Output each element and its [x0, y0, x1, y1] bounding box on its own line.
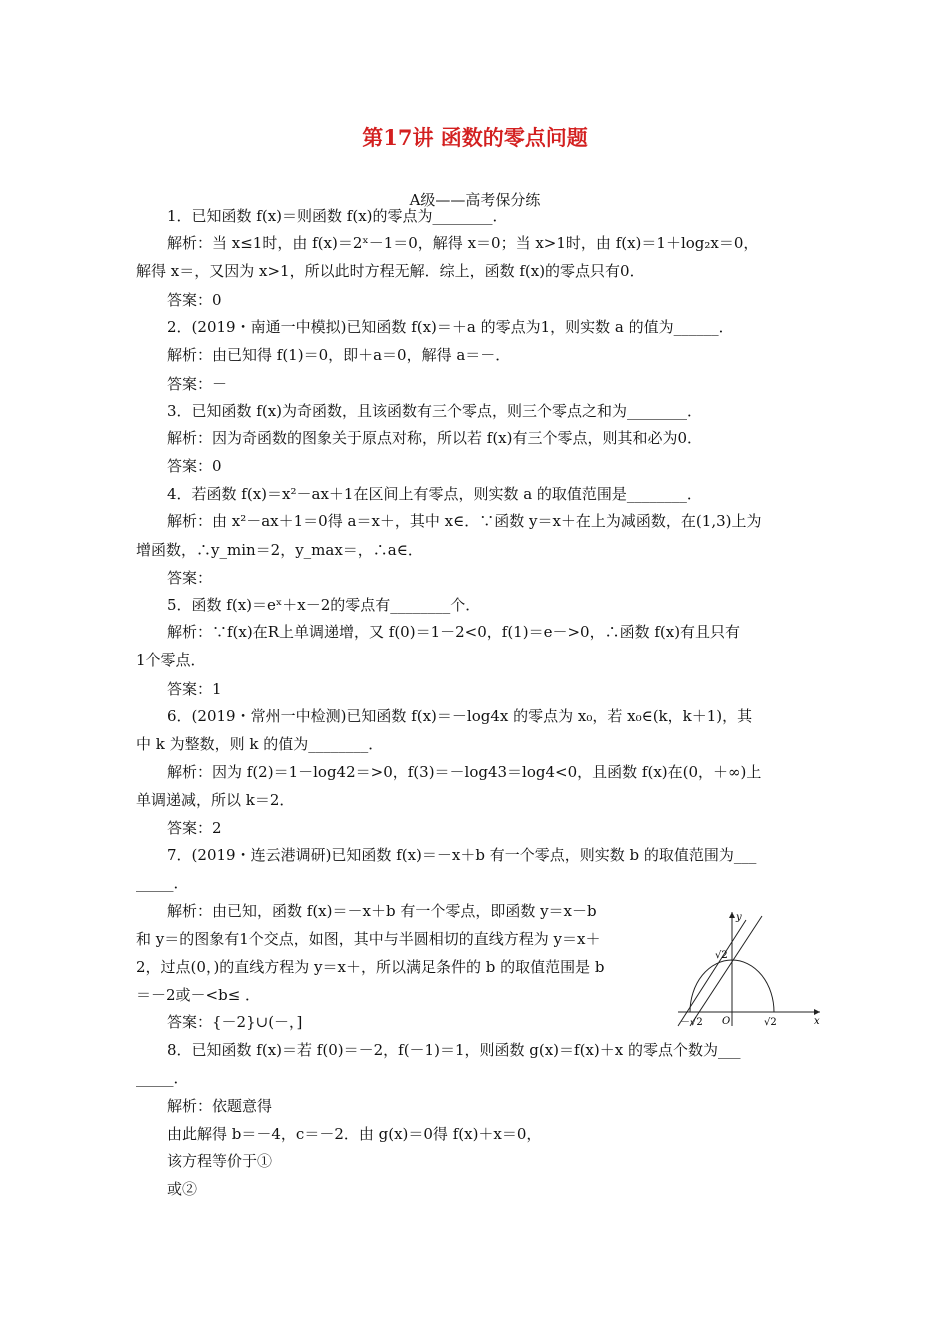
line-through-point [690, 916, 762, 1026]
x-axis-label: x [814, 1016, 820, 1027]
text-line: 8．已知函数 f(x)＝若 f(0)＝－2，f(－1)＝1，则函数 g(x)＝f(x)＋x 的零点个数为___ [167, 1041, 741, 1059]
tangent-line [678, 920, 746, 1026]
text-line: 解析：∵f(x)在R上单调递增，又 f(0)＝1－2<0，f(1)＝e－>0，∴函数 f(x)有且只有 [167, 623, 741, 641]
text-line: ＝－2或－<b≤ ． [136, 986, 261, 1004]
text-line: 1个零点． [136, 651, 206, 669]
text-line: 或② [167, 1180, 198, 1198]
text-line: 解得 x＝，又因为 x>1，所以此时方程无解．综上，函数 f(x)的零点只有0． [136, 262, 645, 280]
text-line: 解析：由 x²－ax＋1＝0得 a＝x＋，其中 x∈．∵函数 y＝x＋在上为减函数，在(1,3)上为 [167, 512, 762, 530]
text-line: 答案：1 [167, 680, 222, 698]
text-line: 由此解得 b＝－4，c＝－2．由 g(x)＝0得 f(x)＋x＝0， [167, 1125, 542, 1143]
y-axis-arrow [729, 912, 735, 918]
neg-root2-label: －√2 [680, 1017, 703, 1028]
text-line: 解析：因为奇函数的图象关于原点对称，所以若 f(x)有三个零点，则其和必为0． [167, 429, 703, 447]
text-line: 解析：依题意得 [167, 1097, 273, 1115]
text-line: 增函数，∴y_min＝2，y_max＝，∴a∈． [136, 541, 423, 559]
text-line: 4．若函数 f(x)＝x²－ax＋1在区间上有零点，则实数 a 的取值范围是________． [167, 485, 702, 503]
section-heading: A级——高考保分练 [409, 191, 541, 209]
y-axis-label: y [736, 912, 742, 923]
root2-y-label: √2 [715, 950, 728, 961]
text-line: 7．(2019・连云港调研)已知函数 f(x)＝－x＋b 有一个零点，则实数 b 的取值范围为___ [167, 846, 757, 864]
text-line: 答案：{－2}∪(－，] [167, 1013, 303, 1031]
root2-x-label: √2 [764, 1017, 777, 1028]
text-line: 2．(2019・南通一中模拟)已知函数 f(x)＝＋a 的零点为1，则实数 a 的值为______． [167, 318, 734, 336]
page-title: 第17讲 函数的零点问题 [362, 125, 588, 150]
text-line: 中 k 为整数，则 k 的值为________． [136, 735, 384, 753]
x-axis-arrow [814, 1009, 820, 1015]
text-line: _____． [136, 1069, 189, 1087]
text-line: 答案：0 [167, 457, 222, 475]
text-line: _____． [136, 874, 189, 892]
text-line: 单调递减，所以 k＝2． [136, 791, 295, 809]
text-line: 解析：当 x≤1时，由 f(x)＝2ˣ－1＝0，解得 x＝0；当 x>1时，由 f(x)＝1＋log₂x＝0， [167, 234, 759, 252]
origin-label: O [722, 1016, 731, 1027]
text-line: 答案：2 [167, 819, 222, 837]
text-line: 5．函数 f(x)＝eˣ＋x－2的零点有________个． [167, 596, 481, 614]
text-line: 解析：因为 f(2)＝1－log42＝>0，f(3)＝－log43＝log4<0，且函数 f(x)在(0，＋∞)上 [167, 763, 762, 781]
text-line: 解析：由已知，函数 f(x)＝－x＋b 有一个零点，即函数 y＝x－b [167, 902, 597, 920]
text-line: 答案：－ [167, 375, 228, 393]
graph-figure [670, 908, 825, 1028]
text-line: 1．已知函数 f(x)＝则函数 f(x)的零点为________． [167, 207, 508, 225]
text-line: 解析：由已知得 f(1)＝0，即＋a＝0，解得 a＝－． [167, 346, 511, 364]
text-line: 3．已知函数 f(x)为奇函数，且该函数有三个零点，则三个零点之和为________． [167, 402, 703, 420]
text-line: 和 y＝的图象有1个交点，如图，其中与半圆相切的直线方程为 y＝x＋ [136, 930, 601, 948]
text-line: 该方程等价于① [167, 1152, 273, 1170]
text-line: 答案：0 [167, 291, 222, 309]
text-line: 6．(2019・常州一中检测)已知函数 f(x)＝－log4x 的零点为 x₀，若 x₀∈(k，k＋1)，其 [167, 707, 753, 725]
text-line: 答案： [167, 569, 213, 587]
text-line: 2，过点(0，)的直线方程为 y＝x＋，所以满足条件的 b 的取值范围是 b [136, 958, 605, 976]
